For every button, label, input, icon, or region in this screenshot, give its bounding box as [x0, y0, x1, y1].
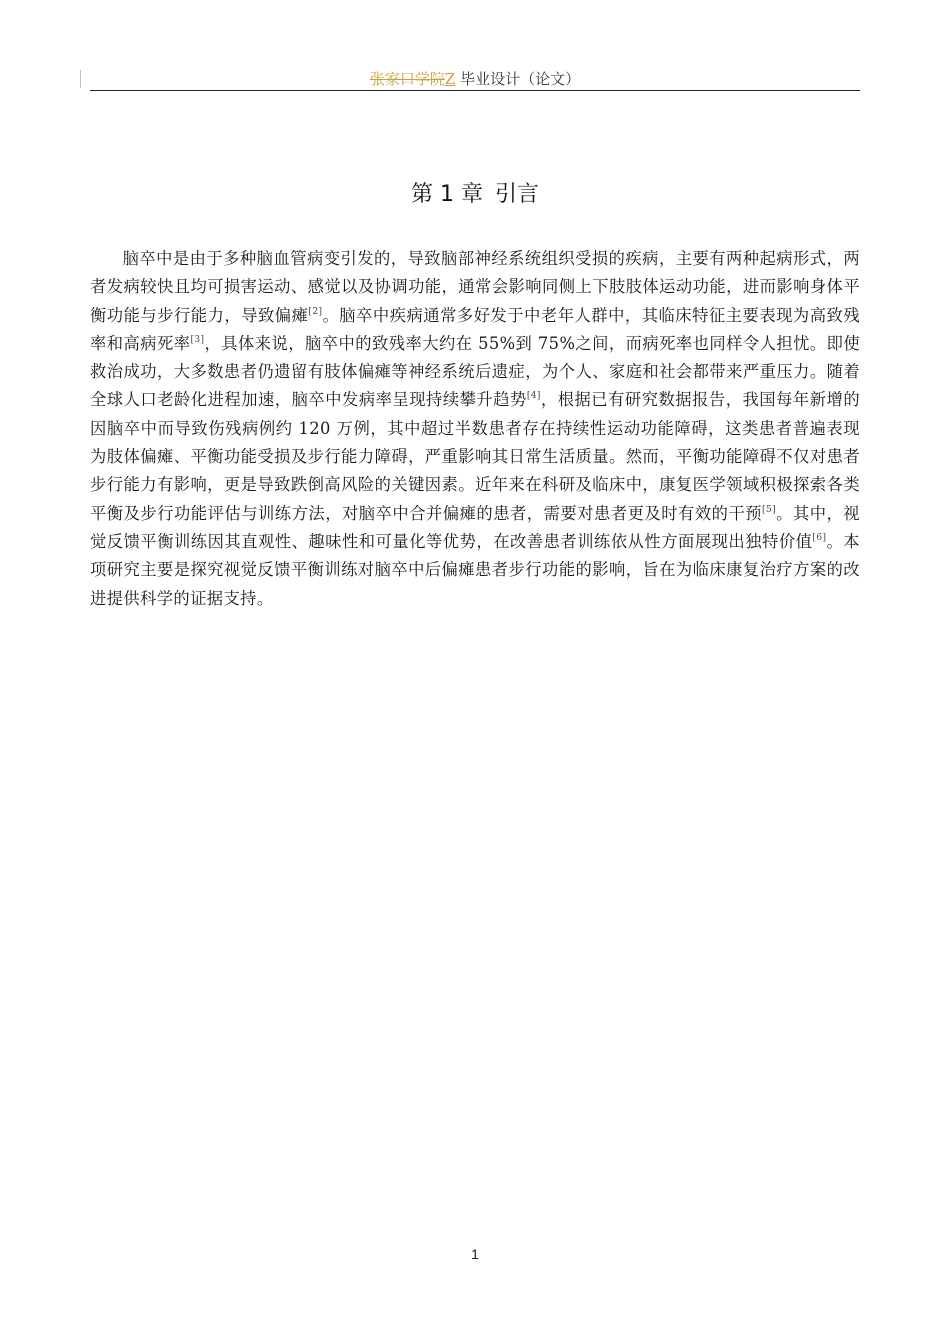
paragraph-segment: 。脑卒中疾病通常多好发于中老年人群中，其临床特征主要表现为高致残率和高病死率: [90, 305, 861, 353]
body-paragraph: [90, 245, 860, 613]
citation-ref[interactable]: [3]: [190, 334, 205, 345]
chapter-number: 第 1 章: [411, 182, 483, 207]
margin-corner-mark: [80, 70, 81, 88]
paragraph-segment: 脑卒中是由于多种脑血管病变引发的，导致脑部神经系统组织受损的疾病，主要有两种起病形式，两者发病较快且均可损害运动、感觉以及协调功能，通常会影响同侧上下肢肢体运动功能，进而影响身体平衡功能与步行能力，导致偏瘫: [90, 249, 860, 325]
chapter-title: 引言: [494, 182, 539, 207]
header-title: 毕业设计（论文）: [460, 70, 581, 88]
header-institution-deleted: 张家口学院: [369, 70, 445, 88]
header-rule: [90, 90, 860, 91]
citation-ref[interactable]: [6]: [812, 532, 827, 543]
chapter-heading: [90, 180, 860, 210]
citation-ref[interactable]: [5]: [762, 504, 776, 515]
page-number: 1: [471, 1246, 479, 1262]
citation-ref[interactable]: [2]: [308, 306, 323, 317]
header-tracked-insert: Z: [444, 70, 456, 88]
paragraph-segment: 。本项研究主要是探究视觉反馈平衡训练对脑卒中后偏瘫患者步行功能的影响，旨在为临床康复治疗方案的改进提供科学的证据支持。: [90, 531, 860, 608]
page-header: [90, 68, 860, 90]
paragraph-segment: 。其中，视觉反馈平衡训练因其直观性、趣味性和可量化等优势，在改善患者训练依从性方面展现出独特价值: [90, 503, 860, 551]
citation-ref[interactable]: [4]: [526, 391, 541, 402]
paragraph-segment: ，具体来说，脑卒中的致残率大约在 55%到 75%之间，而病死率也同样令人担忧。即使救治成功，大多数患者仍遗留有肢体偏瘫等神经系统后遗症，为个人、家庭和社会都带来严重压力。随着全球人口老龄化进程加速，脑卒中发病率呈现持续攀升趋势: [90, 333, 860, 410]
paragraph-segment: ，根据已有研究数据报告，我国每年新增的因脑卒中而导致伤残病例约 120 万例，其中超过半数患者存在持续性运动功能障碍，这类患者普遍表现为肢体偏瘫、平衡功能受损及步行能力障碍，严重影响其日常生活质量。然而，平衡功能障碍不仅对患者步行能力有影响，更是导致跌倒高风险的关键因素。近年来在科研及临床中，康复医学领域积极探索各类平衡及步行功能评估与训练方法，对脑卒中合并偏瘫的患者，需要对患者更及时有效的干预: [90, 390, 860, 523]
